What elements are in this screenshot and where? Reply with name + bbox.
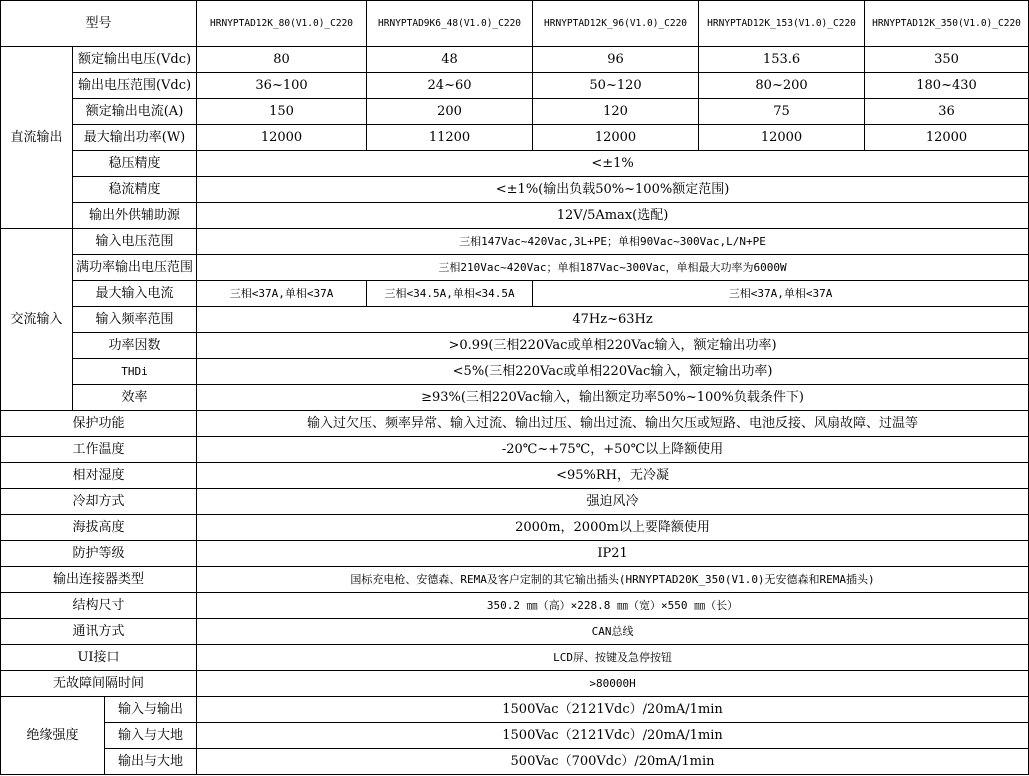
row-label: 无故障间隔时间 — [1, 671, 197, 697]
row-label: 输出与大地 — [105, 749, 197, 775]
cell-value: 12000 — [533, 125, 699, 151]
table-row — [1, 463, 1029, 489]
table-row — [1, 645, 1029, 671]
table-row — [1, 229, 1029, 255]
row-label: 防护等级 — [1, 541, 197, 567]
model-name: HRNYPTAD12K_153(V1.0)_C220 — [699, 1, 865, 47]
row-label: 输出外供辅助源 — [73, 203, 197, 229]
group-label-ac-input: 交流输入 — [1, 229, 73, 411]
cell-value: 47Hz~63Hz — [197, 307, 1029, 333]
cell-value: 强迫风冷 — [197, 489, 1029, 515]
row-label: 保护功能 — [1, 411, 197, 437]
cell-value: 350 — [865, 47, 1029, 73]
table-row — [1, 437, 1029, 463]
cell-value: 48 — [367, 47, 533, 73]
cell-value: 75 — [699, 99, 865, 125]
cell-value: 2000m，2000m以上要降额使用 — [197, 515, 1029, 541]
table-row — [1, 489, 1029, 515]
cell-value: 12000 — [699, 125, 865, 151]
cell-value: 120 — [533, 99, 699, 125]
table-row — [1, 255, 1029, 281]
table-row — [1, 749, 1029, 775]
table-row — [1, 73, 1029, 99]
row-label: 输入频率范围 — [73, 307, 197, 333]
row-label: 相对湿度 — [1, 463, 197, 489]
cell-value: IP21 — [197, 541, 1029, 567]
table-row — [1, 697, 1029, 723]
cell-value: 500Vac（700Vdc）/20mA/1min — [197, 749, 1029, 775]
cell-value: 96 — [533, 47, 699, 73]
table-row — [1, 619, 1029, 645]
table-row — [1, 281, 1029, 307]
row-label: 输入与输出 — [105, 697, 197, 723]
table-row — [1, 385, 1029, 411]
cell-value: 50~120 — [533, 73, 699, 99]
cell-value: 三相<34.5A,单相<34.5A — [367, 281, 533, 307]
row-label: 输出电压范围(Vdc) — [73, 73, 197, 99]
cell-value: >80000H — [197, 671, 1029, 697]
table-row — [1, 47, 1029, 73]
cell-value: 12000 — [865, 125, 1029, 151]
cell-value: 三相<37A,单相<37A — [197, 281, 367, 307]
cell-value: 1500Vac（2121Vdc）/20mA/1min — [197, 697, 1029, 723]
cell-value: 三相210Vac~420Vac；单相187Vac~300Vac，单相最大功率为6000W — [197, 255, 1029, 281]
cell-value: 200 — [367, 99, 533, 125]
row-label: 稳压精度 — [73, 151, 197, 177]
table-row — [1, 567, 1029, 593]
cell-value: 1500Vac（2121Vdc）/20mA/1min — [197, 723, 1029, 749]
cell-value: CAN总线 — [197, 619, 1029, 645]
table-row — [1, 99, 1029, 125]
row-label: UI接口 — [1, 645, 197, 671]
table-row — [1, 541, 1029, 567]
group-label-dc-output: 直流输出 — [1, 47, 73, 229]
table-row — [1, 723, 1029, 749]
row-label: 满功率输出电压范围 — [73, 255, 197, 281]
cell-value: ≥93%(三相220Vac输入，输出额定功率50%~100%负载条件下) — [197, 385, 1029, 411]
table-row — [1, 307, 1029, 333]
model-name: HRNYPTAD9K6_48(V1.0)_C220 — [367, 1, 533, 47]
table-row — [1, 359, 1029, 385]
row-label: 冷却方式 — [1, 489, 197, 515]
cell-value: 80 — [197, 47, 367, 73]
cell-value: <5%(三相220Vac或单相220Vac输入，额定输出功率) — [197, 359, 1029, 385]
cell-value: <95%RH，无冷凝 — [197, 463, 1029, 489]
cell-value: -20℃~+75℃，+50℃以上降额使用 — [197, 437, 1029, 463]
row-label: 最大输入电流 — [73, 281, 197, 307]
cell-value: 三相147Vac~420Vac,3L+PE；单相90Vac~300Vac,L/N+PE — [197, 229, 1029, 255]
table-row — [1, 125, 1029, 151]
cell-value: 36 — [865, 99, 1029, 125]
cell-value: <±1%(输出负载50%~100%额定范围) — [197, 177, 1029, 203]
row-label: 输入与大地 — [105, 723, 197, 749]
group-label-insulation: 绝缘强度 — [1, 697, 105, 775]
row-label: 最大输出功率(W) — [73, 125, 197, 151]
cell-value: >0.99(三相220Vac或单相220Vac输入，额定输出功率) — [197, 333, 1029, 359]
row-label: 海拔高度 — [1, 515, 197, 541]
model-name: HRNYPTAD12K_96(V1.0)_C220 — [533, 1, 699, 47]
cell-value: 150 — [197, 99, 367, 125]
row-label: 功率因数 — [73, 333, 197, 359]
model-name: HRNYPTAD12K_80(V1.0)_C220 — [197, 1, 367, 47]
table-row — [1, 515, 1029, 541]
cell-value: LCD屏、按键及急停按钮 — [197, 645, 1029, 671]
cell-value: 350.2 ㎜（高）×228.8 ㎜（宽）×550 ㎜（长） — [197, 593, 1029, 619]
cell-value: 输入过欠压、频率异常、输入过流、输出过压、输出过流、输出欠压或短路、电池反接、风扇故障、过温等 — [197, 411, 1029, 437]
table-row — [1, 671, 1029, 697]
row-label: 额定输出电流(A) — [73, 99, 197, 125]
row-label: 额定输出电压(Vdc) — [73, 47, 197, 73]
row-label: THDi — [73, 359, 197, 385]
model-header-label: 型号 — [1, 1, 197, 47]
table-row — [1, 203, 1029, 229]
cell-value: 12V/5Amax(选配) — [197, 203, 1029, 229]
cell-value: 80~200 — [699, 73, 865, 99]
cell-value: 12000 — [197, 125, 367, 151]
row-label: 通讯方式 — [1, 619, 197, 645]
row-label: 结构尺寸 — [1, 593, 197, 619]
model-name: HRNYPTAD12K_350(V1.0)_C220 — [865, 1, 1029, 47]
row-label: 输出连接器类型 — [1, 567, 197, 593]
cell-value: 180~430 — [865, 73, 1029, 99]
cell-value: 国标充电枪、安德森、REMA及客户定制的其它输出插头(HRNYPTAD20K_350(V1.0)无安德森和REMA插头) — [197, 567, 1029, 593]
header-row — [1, 1, 1029, 47]
row-label: 工作温度 — [1, 437, 197, 463]
cell-value: <±1% — [197, 151, 1029, 177]
row-label: 输入电压范围 — [73, 229, 197, 255]
cell-value: 153.6 — [699, 47, 865, 73]
table-row — [1, 177, 1029, 203]
row-label: 稳流精度 — [73, 177, 197, 203]
row-label: 效率 — [73, 385, 197, 411]
cell-value: 11200 — [367, 125, 533, 151]
table-row — [1, 411, 1029, 437]
table-row — [1, 593, 1029, 619]
cell-value: 三相<37A,单相<37A — [533, 281, 1029, 307]
table-row — [1, 151, 1029, 177]
cell-value: 24~60 — [367, 73, 533, 99]
cell-value: 36~100 — [197, 73, 367, 99]
table-row — [1, 333, 1029, 359]
